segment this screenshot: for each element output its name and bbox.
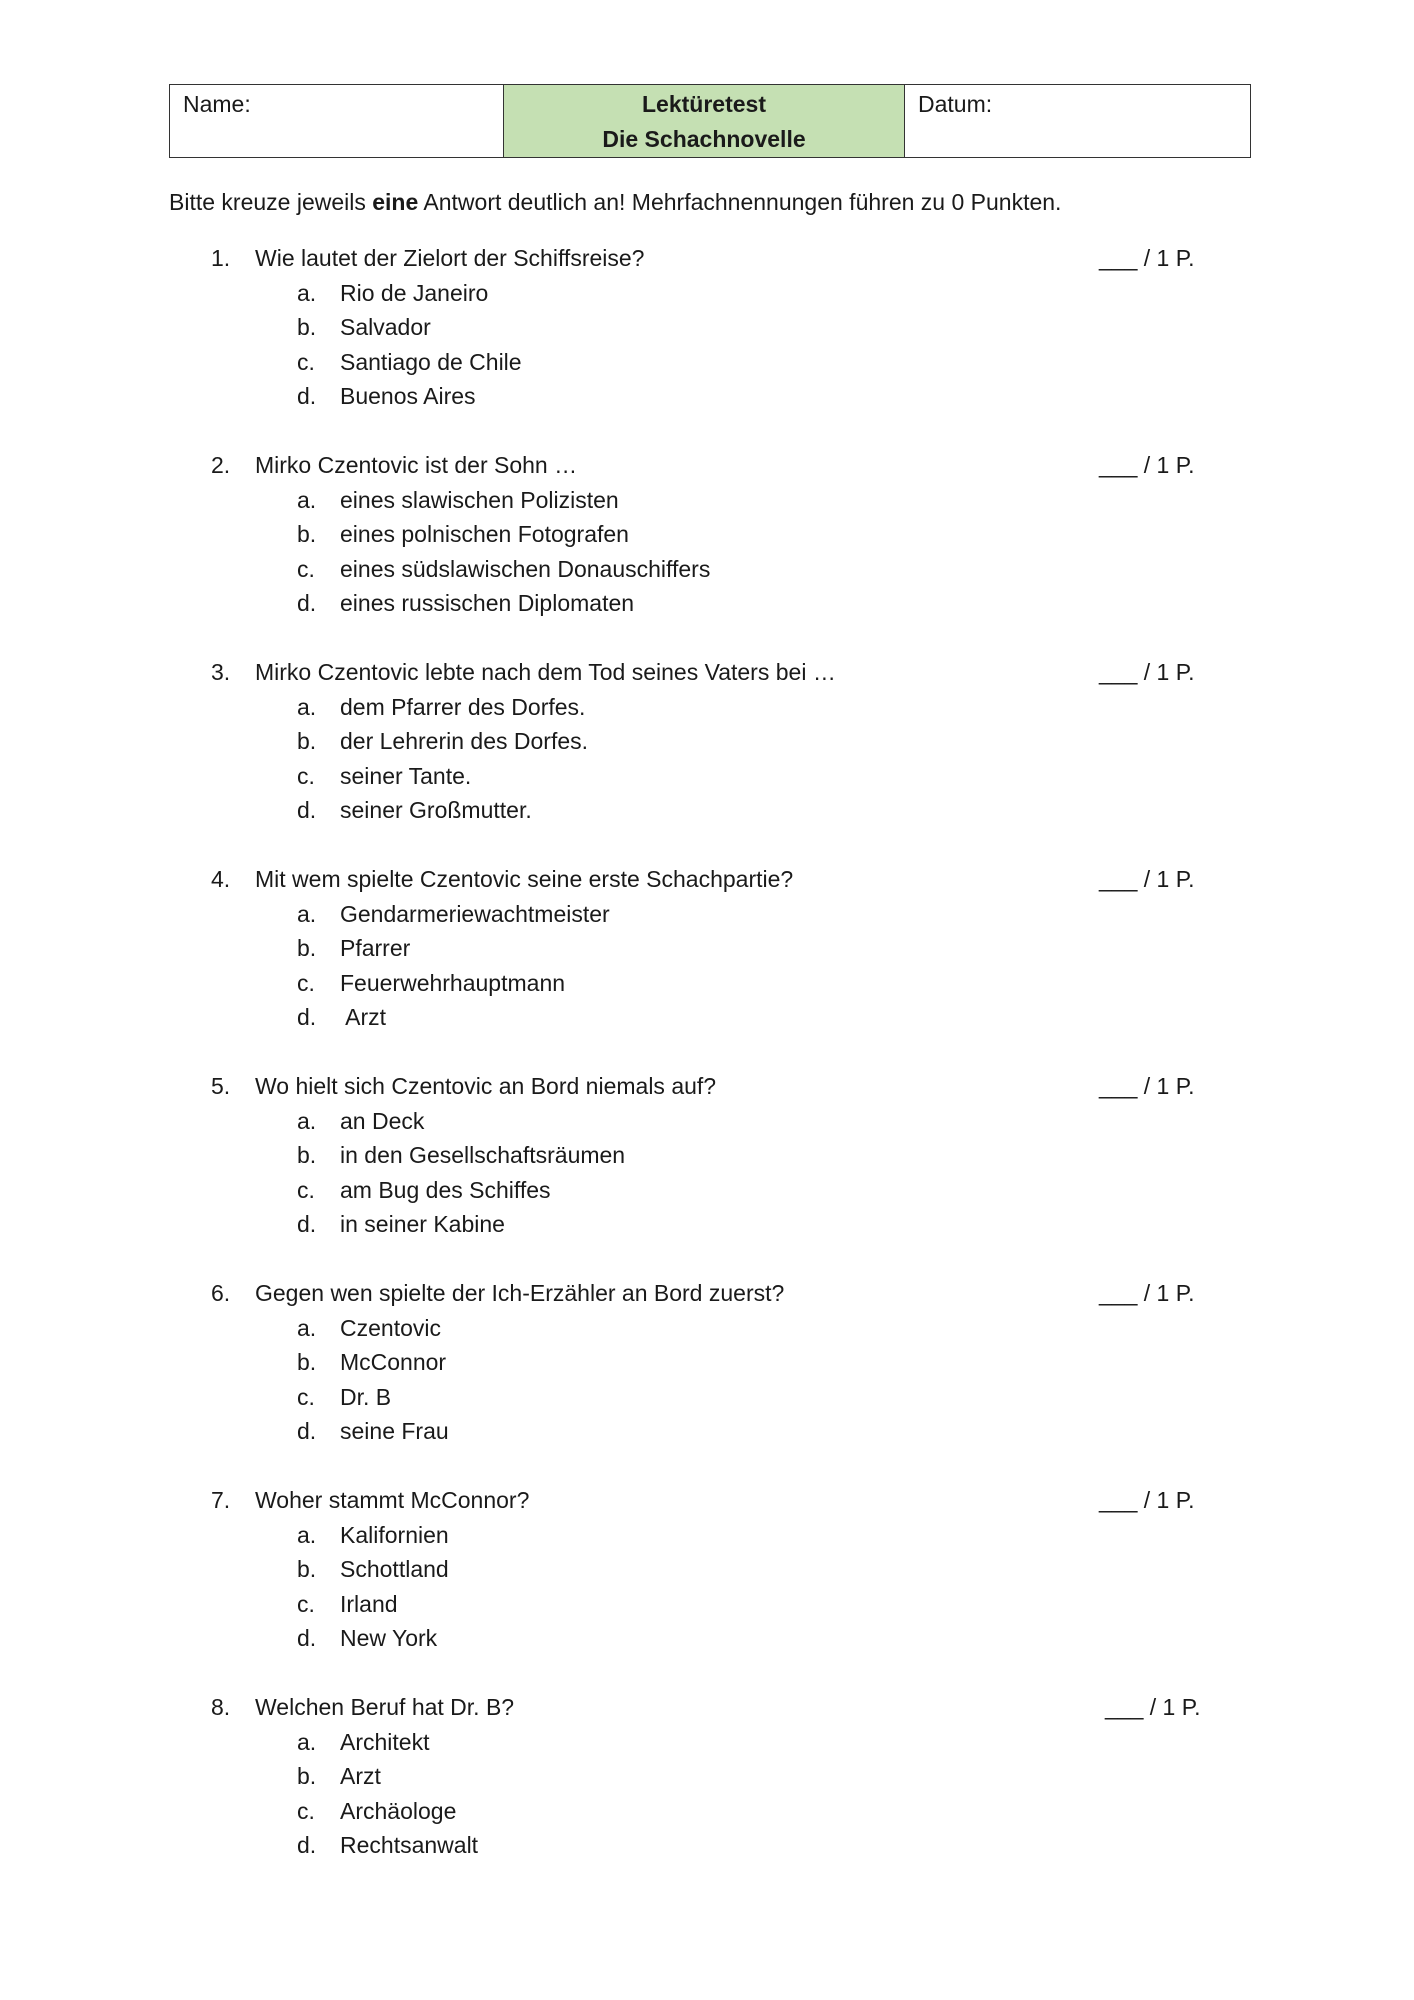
question-block bbox=[169, 1276, 1251, 1449]
option-letter: b. bbox=[297, 1763, 317, 1789]
option-text: Dr. B bbox=[340, 1383, 392, 1410]
option-text: der Lehrerin des Dorfes. bbox=[340, 728, 589, 754]
question-points: ___ / 1 P. bbox=[1099, 245, 1195, 271]
test-title: Lektüretest bbox=[642, 91, 766, 117]
question-line bbox=[169, 241, 1251, 276]
question-text: Woher stammt McConnor? bbox=[255, 1487, 530, 1513]
question-number: 4. bbox=[211, 866, 231, 892]
question-text: Welchen Beruf hat Dr. B? bbox=[255, 1694, 515, 1720]
question-points: ___ / 1 P. bbox=[1099, 1280, 1195, 1306]
answer-option[interactable] bbox=[169, 310, 1251, 345]
question-text: Wie lautet der Zielort der Schiffsreise? bbox=[255, 245, 645, 271]
option-letter: b. bbox=[297, 728, 317, 754]
option-text: eines slawischen Polizisten bbox=[340, 486, 619, 513]
option-letter: c. bbox=[297, 969, 315, 996]
option-text: Schottland bbox=[340, 1556, 449, 1582]
question-block bbox=[169, 448, 1251, 621]
question-block bbox=[169, 1690, 1251, 1863]
question-number: 7. bbox=[211, 1487, 231, 1513]
question-line bbox=[169, 1690, 1251, 1725]
question-number: 3. bbox=[211, 659, 231, 685]
answer-option[interactable] bbox=[169, 897, 1251, 932]
instruction-prefix: Bitte kreuze jeweils bbox=[169, 189, 373, 215]
answer-option[interactable] bbox=[169, 966, 1251, 1001]
answer-option[interactable] bbox=[169, 1759, 1251, 1794]
option-letter: b. bbox=[297, 1556, 317, 1582]
answer-option[interactable] bbox=[169, 1380, 1251, 1415]
option-text: Architekt bbox=[340, 1728, 430, 1755]
answer-option[interactable] bbox=[169, 690, 1251, 725]
option-text: Feuerwehrhauptmann bbox=[340, 969, 566, 996]
option-letter: a. bbox=[297, 279, 317, 306]
instruction-suffix: Antwort deutlich an! Mehrfachnennungen führen zu 0 Punkten. bbox=[418, 189, 1062, 215]
option-text: seiner Großmutter. bbox=[340, 797, 532, 823]
answer-option[interactable] bbox=[169, 1414, 1251, 1449]
answer-option[interactable] bbox=[169, 931, 1251, 966]
answer-option[interactable] bbox=[169, 1621, 1251, 1656]
option-text: eines südslawischen Donauschiffers bbox=[340, 555, 711, 582]
question-line bbox=[169, 1483, 1251, 1518]
question-line bbox=[169, 1069, 1251, 1104]
option-letter: a. bbox=[297, 1728, 317, 1755]
question-text: Gegen wen spielte der Ich-Erzähler an Bord zuerst? bbox=[255, 1280, 785, 1306]
option-letter: a. bbox=[297, 1521, 317, 1548]
question-line bbox=[169, 862, 1251, 897]
option-letter: a. bbox=[297, 1107, 317, 1134]
answer-option[interactable] bbox=[169, 1000, 1251, 1035]
answer-option[interactable] bbox=[169, 1794, 1251, 1829]
option-letter: b. bbox=[297, 521, 317, 547]
option-letter: d. bbox=[297, 383, 317, 409]
option-letter: c. bbox=[297, 348, 315, 375]
name-label: Name: bbox=[183, 91, 251, 117]
question-line bbox=[169, 655, 1251, 690]
option-letter: c. bbox=[297, 762, 315, 789]
answer-option[interactable] bbox=[169, 276, 1251, 311]
option-letter: c. bbox=[297, 1176, 315, 1203]
option-letter: d. bbox=[297, 590, 317, 616]
question-points: ___ / 1 P. bbox=[1099, 1487, 1195, 1513]
option-letter: c. bbox=[297, 1590, 315, 1617]
answer-option[interactable] bbox=[169, 1587, 1251, 1622]
option-text: Czentovic bbox=[340, 1314, 441, 1341]
option-letter: b. bbox=[297, 314, 317, 340]
option-text: eines russischen Diplomaten bbox=[340, 590, 635, 616]
question-number: 1. bbox=[211, 245, 231, 271]
option-letter: c. bbox=[297, 555, 315, 582]
option-text: Santiago de Chile bbox=[340, 348, 522, 375]
question-points: ___ / 1 P. bbox=[1105, 1694, 1201, 1720]
question-number: 8. bbox=[211, 1694, 231, 1720]
header-table bbox=[169, 84, 1251, 158]
question-number: 2. bbox=[211, 452, 231, 478]
question-block bbox=[169, 655, 1251, 828]
option-letter: d. bbox=[297, 1211, 317, 1237]
option-letter: c. bbox=[297, 1383, 315, 1410]
answer-option[interactable] bbox=[169, 517, 1251, 552]
option-letter: b. bbox=[297, 1349, 317, 1375]
answer-option[interactable] bbox=[169, 1828, 1251, 1863]
option-text: Buenos Aires bbox=[340, 383, 476, 409]
answer-option[interactable] bbox=[169, 759, 1251, 794]
option-text: seine Frau bbox=[340, 1418, 449, 1444]
option-text: in den Gesellschaftsräumen bbox=[340, 1142, 626, 1168]
answer-option[interactable] bbox=[169, 1725, 1251, 1760]
option-letter: a. bbox=[297, 1314, 317, 1341]
answer-option[interactable] bbox=[169, 379, 1251, 414]
option-text: Archäologe bbox=[340, 1797, 457, 1824]
answer-option[interactable] bbox=[169, 586, 1251, 621]
answer-option[interactable] bbox=[169, 552, 1251, 587]
option-text: Salvador bbox=[340, 314, 431, 340]
question-text: Mirko Czentovic lebte nach dem Tod seines Vaters bei … bbox=[255, 659, 836, 685]
question-block bbox=[169, 862, 1251, 1035]
option-text: Gendarmeriewachtmeister bbox=[340, 900, 610, 927]
question-text: Mirko Czentovic ist der Sohn … bbox=[255, 452, 578, 478]
question-text: Wo hielt sich Czentovic an Bord niemals auf? bbox=[255, 1073, 717, 1099]
option-letter: b. bbox=[297, 935, 317, 961]
question-points: ___ / 1 P. bbox=[1099, 659, 1195, 685]
option-text: Pfarrer bbox=[340, 935, 411, 961]
option-letter: a. bbox=[297, 693, 317, 720]
answer-option[interactable] bbox=[169, 724, 1251, 759]
question-points: ___ / 1 P. bbox=[1099, 1073, 1195, 1099]
option-letter: d. bbox=[297, 1004, 317, 1030]
option-letter: d. bbox=[297, 1625, 317, 1651]
option-letter: d. bbox=[297, 797, 317, 823]
instruction-bold: eine bbox=[372, 189, 419, 215]
option-text: an Deck bbox=[340, 1107, 425, 1134]
answer-option[interactable] bbox=[169, 793, 1251, 828]
question-block bbox=[169, 241, 1251, 414]
option-text: seiner Tante. bbox=[340, 762, 472, 789]
option-text: dem Pfarrer des Dorfes. bbox=[340, 693, 586, 720]
question-line bbox=[169, 448, 1251, 483]
question-points: ___ / 1 P. bbox=[1099, 452, 1195, 478]
option-letter: a. bbox=[297, 900, 317, 927]
option-letter: d. bbox=[297, 1832, 317, 1858]
question-number: 5. bbox=[211, 1073, 231, 1099]
option-text: McConnor bbox=[340, 1349, 447, 1375]
answer-option[interactable] bbox=[169, 1138, 1251, 1173]
question-block bbox=[169, 1483, 1251, 1656]
option-text: eines polnischen Fotografen bbox=[340, 521, 629, 547]
option-text: Rechtsanwalt bbox=[340, 1832, 479, 1858]
option-text: in seiner Kabine bbox=[340, 1211, 505, 1237]
option-letter: a. bbox=[297, 486, 317, 513]
question-line bbox=[169, 1276, 1251, 1311]
answer-option[interactable] bbox=[169, 1104, 1251, 1139]
option-text: Arzt bbox=[340, 1763, 381, 1789]
date-label: Datum: bbox=[918, 91, 993, 117]
question-block bbox=[169, 1069, 1251, 1242]
instruction-text bbox=[169, 189, 1061, 216]
question-number: 6. bbox=[211, 1280, 231, 1306]
answer-option[interactable] bbox=[169, 1173, 1251, 1208]
name-field[interactable] bbox=[170, 85, 504, 158]
option-text: Kalifornien bbox=[340, 1521, 449, 1548]
answer-option[interactable] bbox=[169, 1311, 1251, 1346]
answer-option[interactable] bbox=[169, 483, 1251, 518]
answer-option[interactable] bbox=[169, 1552, 1251, 1587]
option-text: am Bug des Schiffes bbox=[340, 1176, 551, 1203]
date-field[interactable] bbox=[905, 85, 1251, 158]
answer-option[interactable] bbox=[169, 1207, 1251, 1242]
answer-option[interactable] bbox=[169, 1518, 1251, 1553]
option-text: Arzt bbox=[340, 1004, 387, 1030]
option-letter: c. bbox=[297, 1797, 315, 1824]
option-letter: b. bbox=[297, 1142, 317, 1168]
question-points: ___ / 1 P. bbox=[1099, 866, 1195, 892]
title-cell bbox=[504, 85, 905, 158]
option-text: New York bbox=[340, 1625, 438, 1651]
option-text: Irland bbox=[340, 1590, 398, 1617]
option-text: Rio de Janeiro bbox=[340, 279, 489, 306]
book-title: Die Schachnovelle bbox=[602, 126, 806, 152]
answer-option[interactable] bbox=[169, 345, 1251, 380]
question-text: Mit wem spielte Czentovic seine erste Schachpartie? bbox=[255, 866, 794, 892]
option-letter: d. bbox=[297, 1418, 317, 1444]
answer-option[interactable] bbox=[169, 1345, 1251, 1380]
